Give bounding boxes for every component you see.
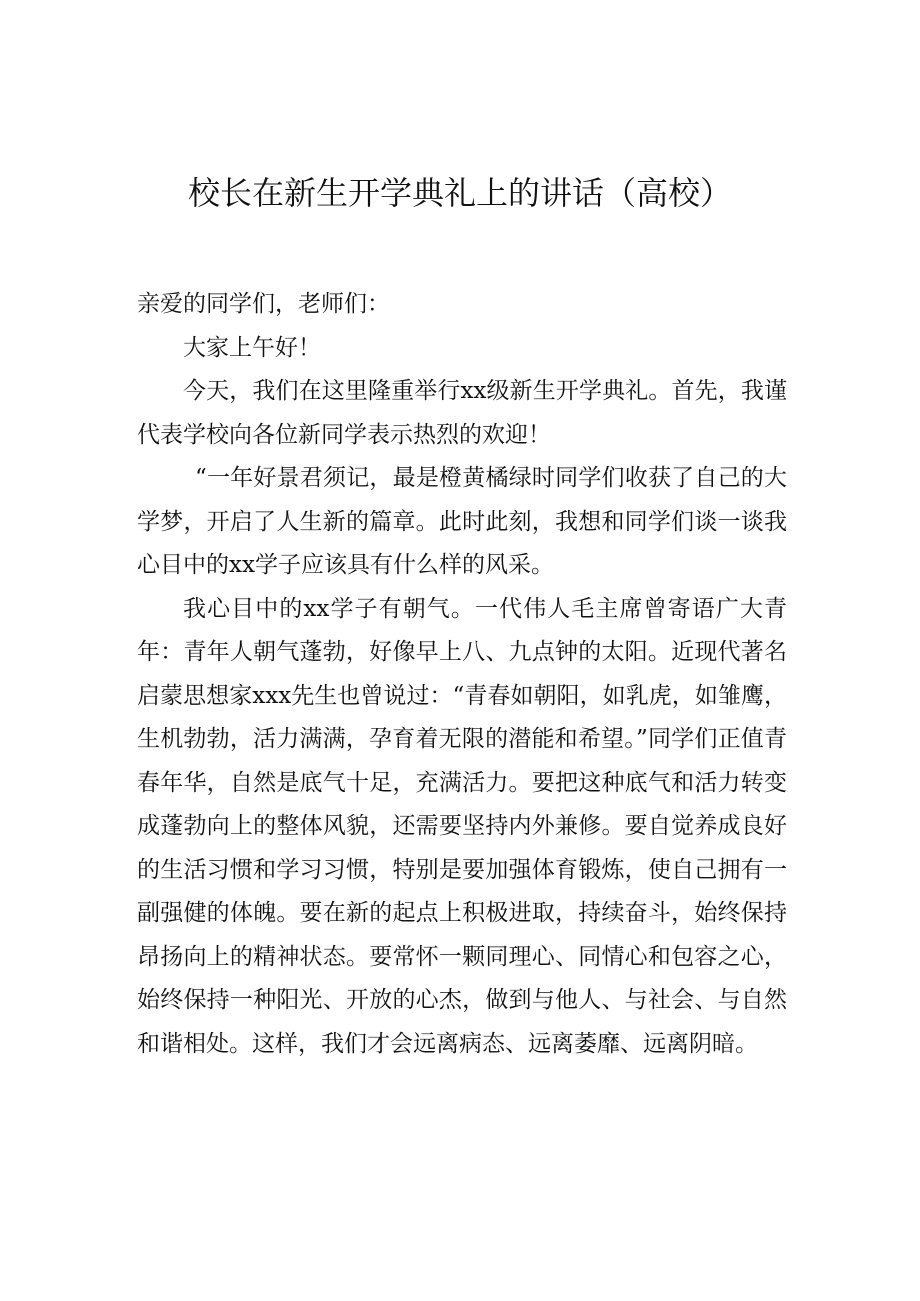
document-title: 校长在新生开学典礼上的讲话（高校）	[187, 174, 732, 212]
paragraph-vigor: 我心目中的xx学子有朝气。一代伟人毛主席曾寄语广大青年：青年人朝气蓬勃，好像早上八、九点钟的太阳。近现代著名启蒙思想家xxx先生也曾说过：“青春如朝阳，如乳虎，如雏鹰，生机勃勃，活力满满，孕育着无限的潜能和希望。”同学们正值青春年华，自然是底气十足，充满活力。要把这种底气和活力转变成蓬勃向上的整体风貌，还需要坚持内外兼修。要自觉养成良好的生活习惯和学习习惯，特别是要加强体育锻炼，使自己拥有一副强健的体魄。要在新的起点上积极进取，持续奋斗，始终保持昂扬向上的精神状态。要常怀一颗同理心、同情心和包容之心，始终保持一种阳光、开放的心杰，做到与他人、与社会、与自然和谐相处。这样，我们才会远离病态、远离萎靡、远离阴暗。	[137, 595, 787, 1057]
paragraph-greeting: 大家上午好！	[183, 334, 321, 361]
document-body	[137, 283, 787, 1066]
salutation: 亲爱的同学们，老师们：	[137, 291, 390, 317]
paragraph-quote: “一年好景君须记，最是橙黄橘绿时同学们收获了自己的大学梦，开启了人生新的篇章。此时此刻，我想和同学们谈一谈我心目中的xx学子应该具有什么样的风采。	[137, 465, 787, 578]
paragraph-welcome: 今天，我们在这里隆重举行xx级新生开学典礼。首先，我谨代表学校向各位新同学表示热烈的欢迎！	[137, 378, 787, 448]
